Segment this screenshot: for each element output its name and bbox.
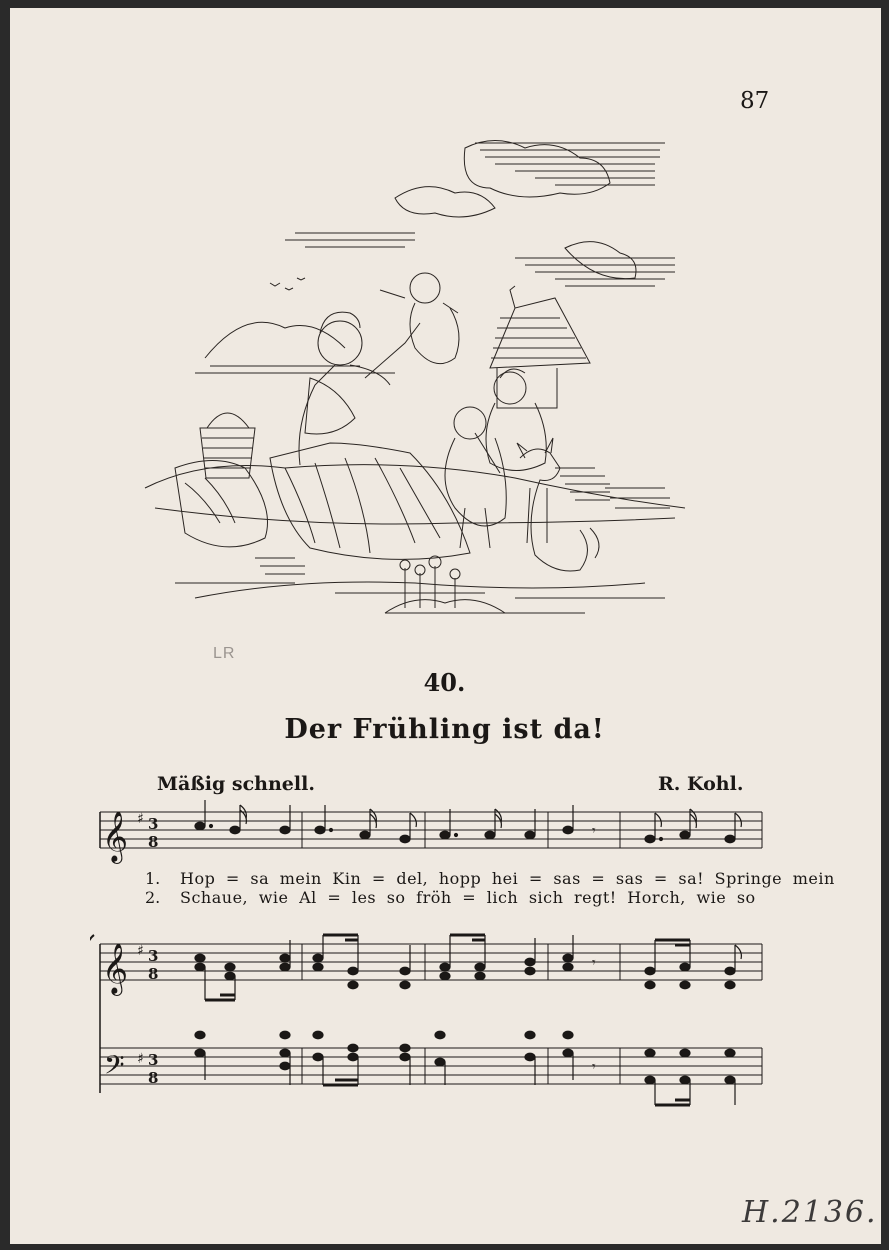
verse-2 (145, 888, 756, 907)
music-score (90, 795, 780, 1115)
verse-number: 2. (145, 888, 161, 907)
svg-text:𝄾: 𝄾 (592, 823, 596, 839)
song-number: 40. (423, 668, 466, 697)
verse-1 (145, 869, 835, 888)
svg-text:♯: ♯ (137, 811, 144, 827)
treble-clef-icon: 𝄞 (102, 943, 129, 994)
archive-shelfmark: H.2136. (742, 1195, 878, 1230)
svg-text:8: 8 (148, 1069, 159, 1087)
tempo-marking: Mäßig schnell. (157, 773, 315, 795)
verse-text: Hop = sa mein Kin = del, hopp hei = sas = sas = sa! Springe mein (180, 869, 835, 888)
svg-text:𝄾: 𝄾 (592, 1059, 596, 1075)
svg-text:♯: ♯ (137, 943, 144, 959)
verse-text: Schaue, wie Al = les so fröh = lich sich regt! Horch, wie so (180, 888, 756, 907)
song-title: Der Frühling ist da! (284, 714, 605, 745)
svg-text:𝄾: 𝄾 (592, 955, 596, 971)
svg-text:♯: ♯ (137, 1051, 144, 1067)
illustration-initials: LR (213, 645, 236, 662)
mother-children-dog-illustration (135, 128, 700, 648)
bass-clef-icon: 𝄢 (104, 1049, 125, 1087)
page-number: 87 (740, 88, 770, 114)
piano-brace-icon (90, 935, 94, 1115)
verse-number: 1. (145, 869, 161, 888)
svg-text:8: 8 (148, 965, 159, 983)
composer: R. Kohl. (658, 773, 744, 795)
svg-text:8: 8 (148, 833, 159, 851)
svg-text:3: 3 (148, 947, 159, 965)
svg-text:3: 3 (148, 1051, 159, 1069)
svg-text:3: 3 (148, 815, 159, 833)
treble-clef-icon: 𝄞 (102, 811, 129, 862)
